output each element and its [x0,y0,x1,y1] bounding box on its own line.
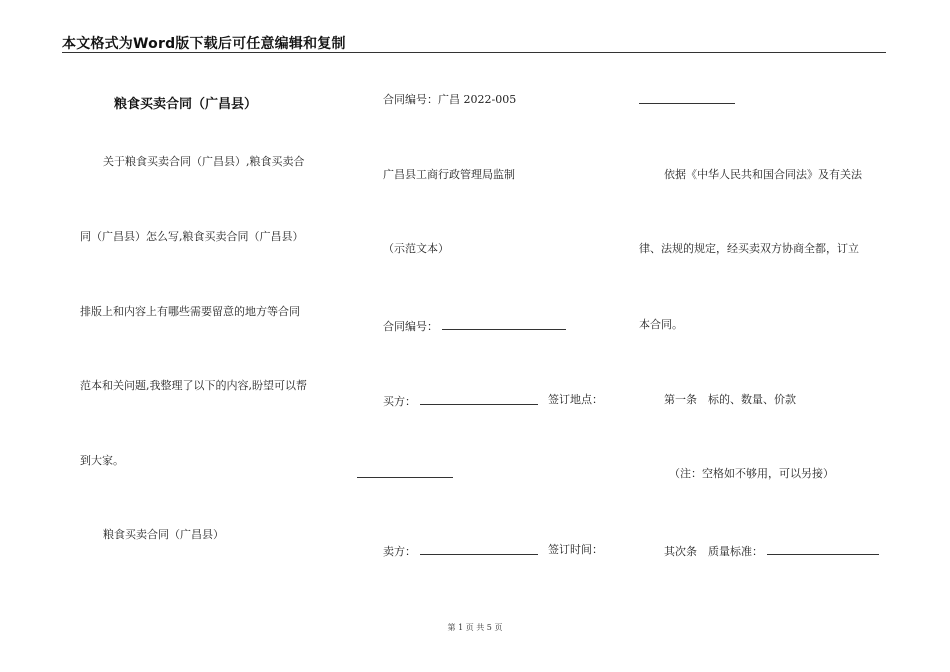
note-text: （注：空格如不够用，可以另接） [669,467,834,480]
contract-number-top: 合同编号：广昌 2022-005 [383,93,517,106]
seller-blank [420,543,538,555]
supervisor-text: 广昌县工商行政管理局监制 [383,168,515,181]
sign-place-label: 签订地点： [548,393,603,406]
contract-number-blank [442,318,566,330]
intro-line-3: 排版上和内容上有哪些需要留意的地方等合同 [80,305,300,318]
intro-line-1: 关于粮食买卖合同（广昌县）,粮食买卖合 [103,155,305,168]
header-rule [62,52,886,53]
intro-line-2: 同（广昌县）怎么写,粮食买卖合同（广昌县） [80,230,304,243]
seller-label: 卖方： [383,545,416,558]
page-footer: 第 1 页 共 5 页 [447,623,503,632]
contract-number-label: 合同编号： [383,320,438,333]
subtitle: 粮食买卖合同（广昌县） [103,528,224,541]
quality-standard-blank [767,543,879,555]
document-header: 本文格式为Word版下载后可任意编辑和复制 [62,36,346,52]
signature-line [357,477,453,478]
article-2-label: 其次条 质量标准： [664,545,763,558]
buyer-blank [420,393,538,405]
intro-line-4: 范本和关问题,我整理了以下的内容,盼望可以帮 [80,379,307,392]
top-right-line [639,103,735,104]
contract-number-field [383,318,566,334]
basis-line-1: 依据《中华人民共和国合同法》及有关法 [664,168,862,181]
basis-line-2: 律、法规的规定，经买卖双方协商全都，订立 [639,242,859,255]
article-2-field [664,543,879,559]
model-text: （示范文本） [383,242,449,255]
basis-line-3: 本合同。 [639,318,683,331]
sign-time-label: 签订时间： [548,543,603,556]
buyer-label: 买方： [383,395,416,408]
buyer-field [383,393,538,409]
doc-title: 粮食买卖合同（广昌县） [114,97,258,112]
intro-line-5: 到大家。 [80,454,124,467]
article-1: 第一条 标的、数量、价款 [664,393,796,406]
seller-field [383,543,538,559]
